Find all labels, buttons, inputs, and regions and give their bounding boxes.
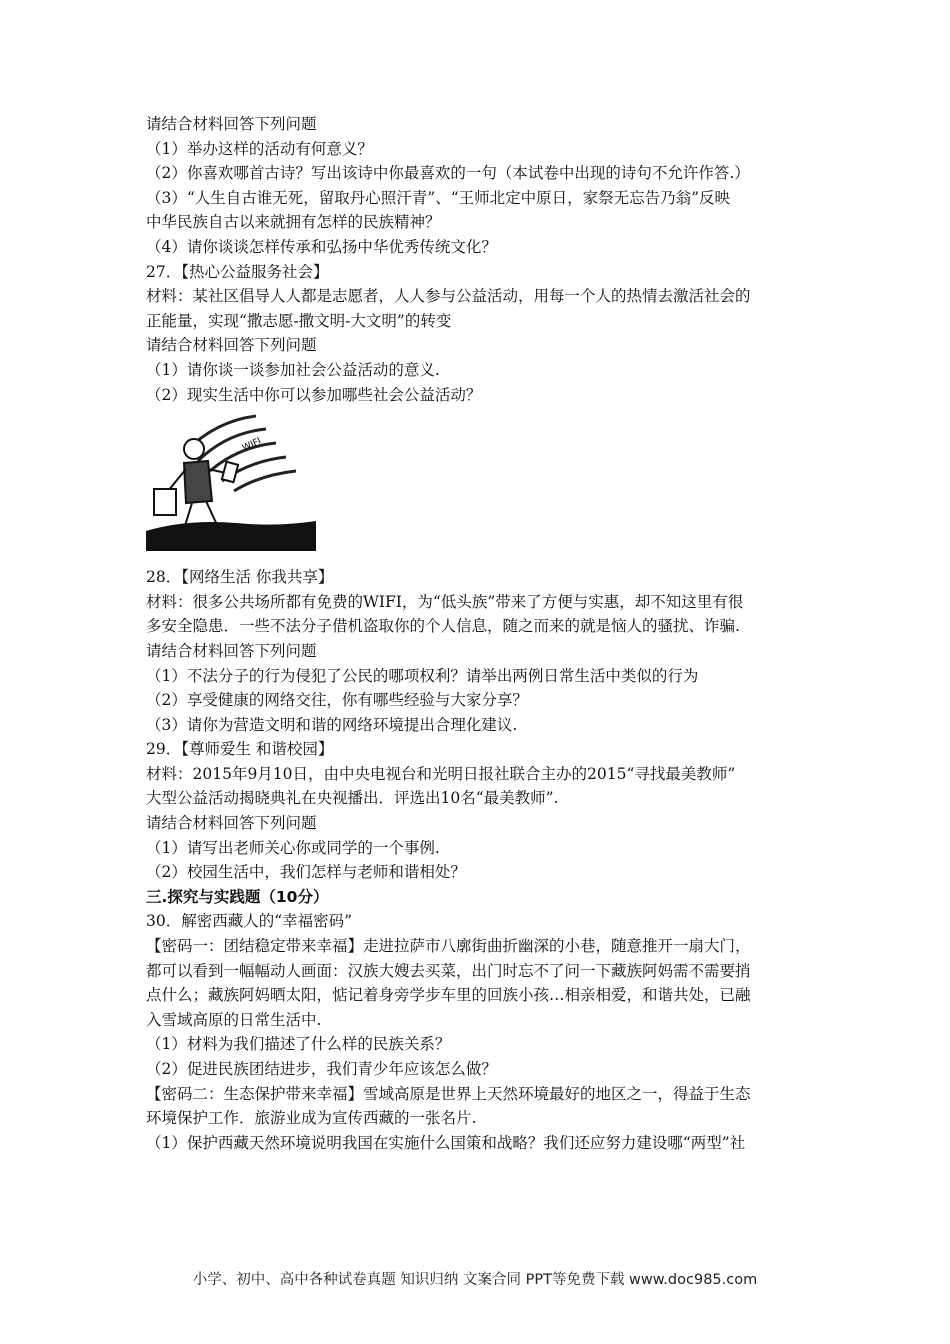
text-line: 材料：2015年9月10日，由中央电视台和光明日报社联合主办的2015“寻找最美教师” <box>146 764 736 783</box>
wifi-cartoon-illustration <box>146 411 316 551</box>
text-line: 请结合材料回答下列问题 <box>146 336 317 355</box>
text-line: 28．【网络生活 你我共享】 <box>146 568 334 587</box>
text-line: 请结合材料回答下列问题 <box>146 641 317 660</box>
wifi-label: WIFI <box>241 436 263 454</box>
text-line: 请结合材料回答下列问题 <box>146 115 317 133</box>
text-line: 29．【尊师爱生 和谐校园】 <box>146 740 334 759</box>
text-line: （1）不法分子的行为侵犯了公民的哪项权利？请举出两例日常生活中类似的行为 <box>146 666 699 685</box>
question-30 <box>146 909 810 1155</box>
text-line: 材料：某社区倡导人人都是志愿者，人人参与公益活动，用每一个人的热情去激活社会的 <box>146 287 751 306</box>
text-line: （1）保护西藏天然环境说明我国在实施什么国策和战略？我们还应努力建设哪“两型”社 <box>146 1133 746 1152</box>
text-line: 环境保护工作．旅游业成为宣传西藏的一张名片. <box>146 1109 477 1128</box>
person-icon <box>154 439 238 529</box>
text-line: 都可以看到一幅幅动人画面：汉族大嫂去买菜，出门时忘不了问一下藏族阿妈需不需要捎 <box>146 961 751 980</box>
page-footer: 小学、初中、高中各种试卷真题 知识归纳 文案合同 PPT等免费下载 www.doc985.com <box>192 1272 758 1288</box>
ground-shape <box>146 521 316 551</box>
text-line: （2）现实生活中你可以参加哪些社会公益活动？ <box>146 385 482 404</box>
text-line: （1）材料为我们描述了什么样的民族关系？ <box>146 1035 451 1054</box>
text-line: 【密码二：生态保护带来幸福】雪域高原是世界上天然环境最好的地区之一，得益于生态 <box>146 1084 751 1103</box>
text-line: （1）请写出老师关心你或同学的一个事例. <box>146 838 440 857</box>
document-body <box>146 112 810 1155</box>
questions-26-27 <box>146 112 810 407</box>
text-line: （3）“人生自古谁无死，留取丹心照汗青”、“王师北定中原日，家祭无忘告乃翁”反映 <box>146 188 731 207</box>
text-line: （2）校园生活中，我们怎样与老师和谐相处？ <box>146 863 466 882</box>
section-heading: 三.探究与实践题（10分） <box>146 887 329 906</box>
text-line: 大型公益活动揭晓典礼在央视播出．评选出10名“最美教师”. <box>146 789 559 808</box>
text-line: 多安全隐患．一些不法分子借机盗取你的个人信息，随之而来的就是恼人的骚扰、诈骗. <box>146 617 740 636</box>
text-line: （2）促进民族团结进步，我们青少年应该怎么做？ <box>146 1060 497 1078</box>
text-line: 中华民族自古以来就拥有怎样的民族精神？ <box>146 213 441 232</box>
text-line: （1）举办这样的活动有何意义？ <box>146 139 373 158</box>
questions-28-29 <box>146 565 810 885</box>
text-line: （2）你喜欢哪首古诗？写出该诗中你最喜欢的一句（本试卷中出现的诗句不允许作答.） <box>146 164 750 183</box>
text-line: 30．解密西藏人的“幸福密码” <box>146 912 353 931</box>
text-line: （3）请你为营造文明和谐的网络环境提出合理化建议. <box>146 715 518 734</box>
text-line: （4）请你谈谈怎样传承和弘扬中华优秀传统文化？ <box>146 237 497 256</box>
text-line: （1）请你谈一谈参加社会公益活动的意义. <box>146 360 440 379</box>
text-line: 正能量，实现“撒志愿-撒文明-大文明”的转变 <box>146 311 452 330</box>
text-line: 入雪域高原的日常生活中. <box>146 1010 322 1029</box>
text-line: （2）享受健康的网络交往，你有哪些经验与大家分享？ <box>146 691 528 710</box>
text-line: 27．【热心公益服务社会】 <box>146 262 329 281</box>
text-line: 材料：很多公共场所都有免费的WIFI，为“低头族”带来了方便与实惠，却不知这里有很 <box>146 592 744 611</box>
text-line: 请结合材料回答下列问题 <box>146 814 317 833</box>
text-line: 【密码一：团结稳定带来幸福】走进拉萨市八廓街曲折幽深的小巷，随意推开一扇大门， <box>146 937 751 956</box>
text-line: 点什么；藏族阿妈晒太阳，惦记着身旁学步车里的回族小孩…相亲相爱，和谐共处，已融 <box>146 986 751 1005</box>
